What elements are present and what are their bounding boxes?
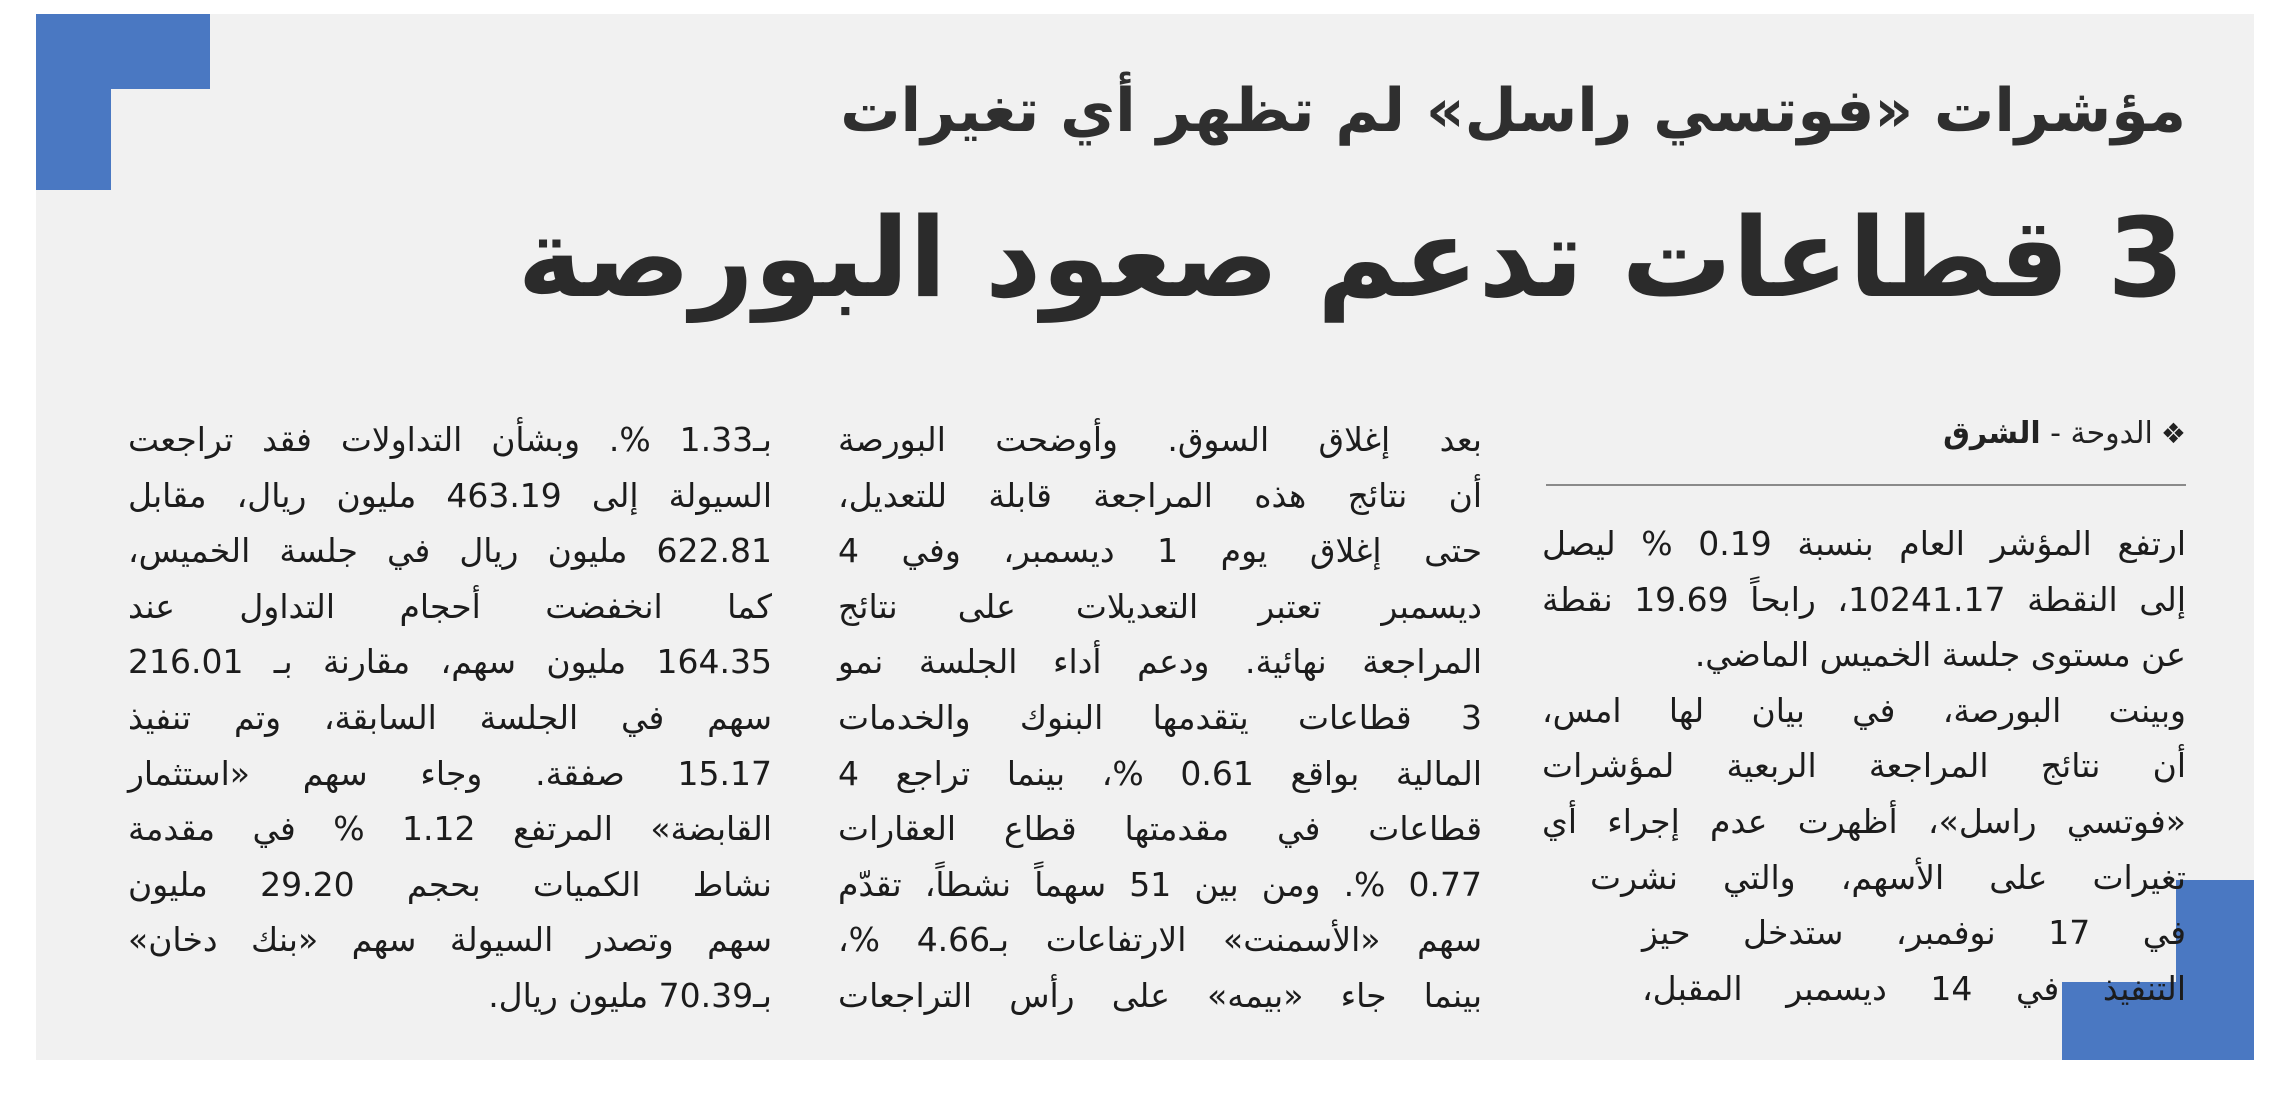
column-line: المالية بواقع 0.61 %، بينما تراجع 4 — [838, 753, 1482, 793]
column-line: ارتفع المؤشر العام بنسبة 0.19 % ليصل — [1542, 524, 2186, 563]
column-line: بـ70.39 مليون ريال. — [488, 975, 772, 1015]
column-line: بـ1.33 %. وبشأن التداولات فقد تراجعت — [128, 420, 772, 459]
column-line: تغيرات على الأسهم، والتي نشرت — [1590, 857, 2186, 897]
column-line: حتى إغلاق يوم 1 ديسمبر، وفي 4 — [838, 531, 1482, 571]
column-line: سهم في الجلسة السابقة، وتم تنفيذ — [128, 697, 772, 737]
byline-divider — [1546, 484, 2186, 486]
column-line: أن نتائج هذه المراجعة قابلة للتعديل، — [838, 475, 1482, 515]
byline-place: الدوحة - — [2040, 416, 2153, 451]
column-line: المراجعة نهائية. ودعم أداء الجلسة نمو — [838, 642, 1482, 682]
article-headline: 3 قطاعات تدعم صعود البورصة — [517, 194, 2184, 322]
newspaper-clipping — [36, 14, 2254, 1060]
article-column-left — [128, 412, 772, 1024]
column-line: بعد إغلاق السوق. وأوضحت البورصة — [838, 420, 1482, 459]
column-line: السيولة إلى 463.19 مليون ريال، مقابل — [128, 475, 772, 515]
article-column-middle — [838, 412, 1482, 1024]
column-line: وبينت البورصة، في بيان لها امس، — [1542, 690, 2186, 730]
column-line: 164.35 مليون سهم، مقارنة بـ 216.01 — [128, 642, 772, 682]
column-line: إلى النقطة 10241.17، رابحاً 19.69 نقطة — [1542, 579, 2186, 619]
byline-source: الشرق — [1943, 416, 2041, 451]
column-line: في 17 نوفمبر، ستدخل حيز — [1642, 913, 2186, 953]
byline — [1546, 416, 2186, 451]
column-line: القابضة» المرتفع 1.12 % في مقدمة — [128, 809, 773, 849]
column-line: 0.77 %. ومن بين 51 سهماً نشطاً، تقدّم — [838, 864, 1482, 904]
article-kicker: مؤشرات «فوتسي راسل» لم تظهر أي تغيرات — [840, 76, 2186, 146]
column-line: 622.81 مليون ريال في جلسة الخميس، — [128, 531, 772, 571]
article-column-right — [1542, 516, 2186, 1016]
diamond-bullet-icon: ❖ — [2160, 417, 2186, 450]
column-line: ديسمبر تعتبر التعديلات على نتائج — [838, 586, 1482, 626]
column-line: قطاعات في مقدمتها قطاع العقارات — [838, 809, 1482, 849]
column-line: 15.17 صفقة. وجاء سهم «استثمار — [128, 753, 772, 793]
corner-accent-bottom-right-vertical — [2176, 880, 2254, 1060]
column-line: بينما جاء «بيمه» على رأس التراجعات — [838, 975, 1482, 1015]
corner-accent-top-left-vertical — [36, 14, 111, 190]
column-line: أن نتائج المراجعة الربعية لمؤشرات — [1542, 746, 2186, 786]
column-line: 3 قطاعات يتقدمها البنوك والخدمات — [838, 697, 1482, 737]
column-line: سهم وتصدر السيولة سهم «بنك دخان» — [128, 920, 772, 960]
column-line: «فوتسي راسل»، أظهرت عدم إجراء أي — [1542, 801, 2186, 841]
column-line: سهم «الأسمنت» الارتفاعات بـ4.66 %، — [838, 920, 1482, 960]
column-line: التنفيذ في 14 ديسمبر المقبل، — [1642, 968, 2187, 1008]
column-line: عن مستوى جلسة الخميس الماضي. — [1694, 635, 2186, 675]
column-line: نشاط الكميات بحجم 29.20 مليون — [128, 864, 772, 904]
column-line: كما انخفضت أحجام التداول عند — [128, 586, 772, 626]
